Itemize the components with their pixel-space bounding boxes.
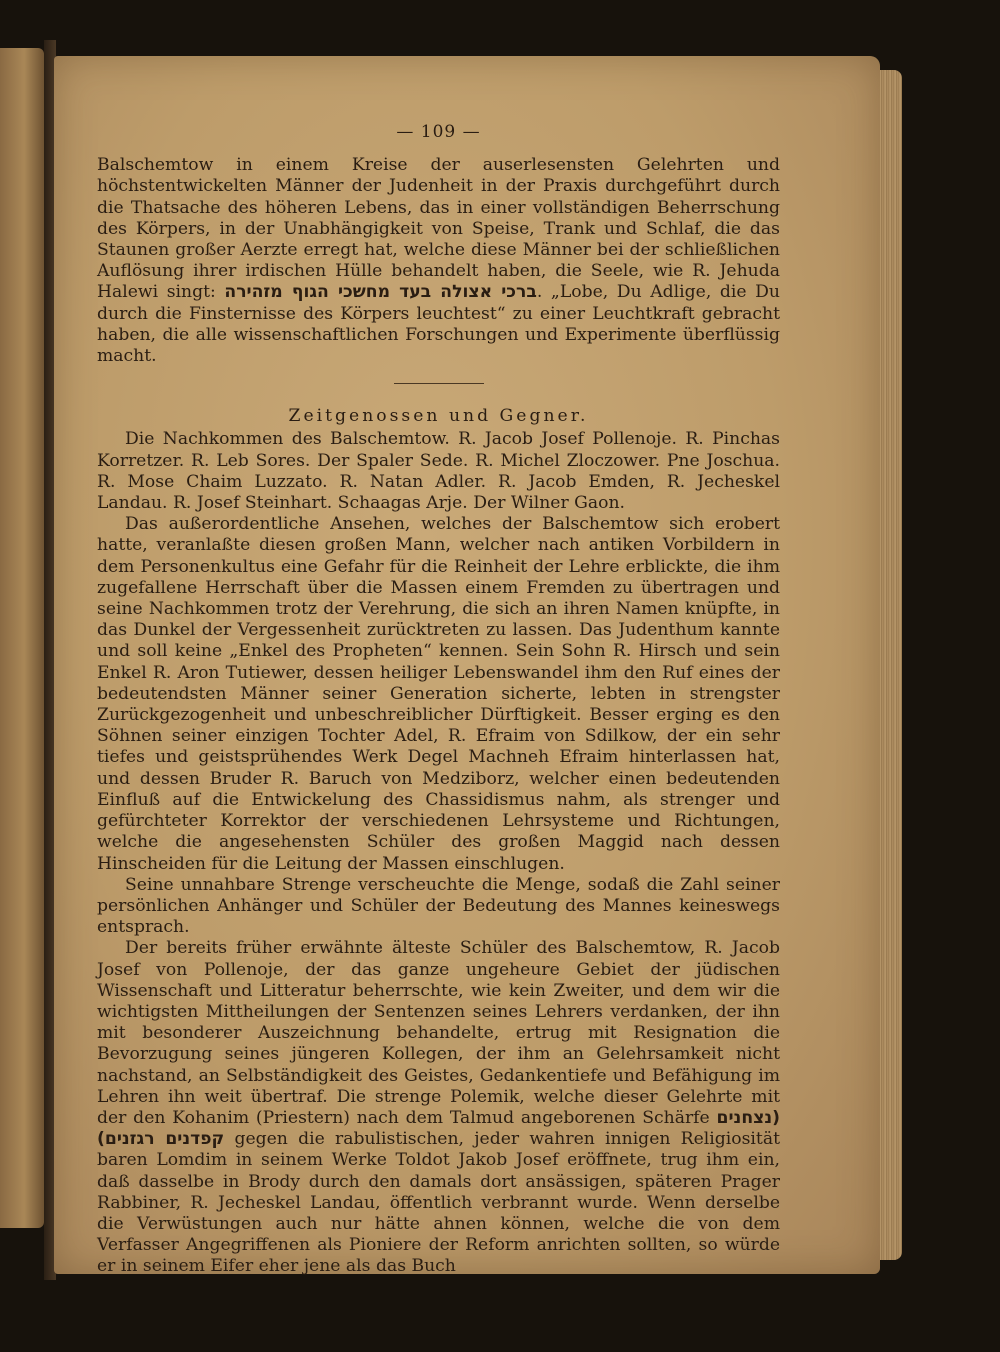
- hebrew-phrase: (נצחנים קפדנים רגזנים): [97, 1107, 780, 1150]
- paragraph-pollenoje-text: Der bereits früher erwähnte älteste Schüler des Balschemtow, R. Jacob Josef von Pollenoje, der das ganze ungeheure Gebiet der jüdischen Wissenschaft und Litteratur beherrschte, wie kein Zweiter, und dem wir die wichtigsten Mittheilungen der Sentenzen seines Lehrers verdanken, der ihn mit besonderer Auszeichnung behandelte, ertrug mit Resignation die Bevorzugung seines jüngeren Kollegen, der ihm an Gelehrsamkeit nicht nachstand, an Selbständigkeit des Geistes, Gedankentiefe und Befähigung im Lehren ihn weit übertraf. Die strenge Polemik, welche dieser Gelehrte mit der den Kohanim (Priestern) nach dem Talmud angeborenen Schärfe: [97, 938, 780, 1128]
- section-heading: Zeitgenossen und Gegner.: [288, 406, 589, 427]
- paragraph-intro-text: Balschemtow in einem Kreise der auserlesensten Gelehrten und höchstentwickelten Männer der Judenheit in der Praxis durchgeführt durch die Thatsache des höheren Lebens, das in einer vollständigen Beherrschung des Körpers, in der Unabhängigkeit von Speise, Trank und Schlaf, die das Staunen großer Aerzte erregt hat, welche diese Männer bei der schließlichen Auflösung ihrer irdischen Hülle behandelt haben, die Seele, wie R. Jehuda Halewi singt:: [97, 155, 780, 303]
- paragraph-intro-text-cont: . „Lobe, Du Adlige, die Du durch die Finsternisse des Körpers leuchtest“ zu einer Leuchtkraft gebracht haben, die alle wissenschaftlichen Forschungen und Experimente überflüssig macht.: [97, 282, 780, 367]
- section-summary: Die Nachkommen des Balschemtow. R. Jacob Josef Pollenoje. R. Pinchas Korretzer. R. Leb Sores. Der Spaler Sede. R. Michel Zloczower. Pne Joschua. R. Mose Chaim Luzzato. R. Natan Adler. R. Jacob Emden, R. Jecheskel Landau. R. Josef Steinhart. Schaagas Arje. Der Wilner Gaon.: [97, 429, 780, 514]
- page-text: [97, 122, 780, 1278]
- paragraph-pollenoje-text-cont: gegen die rabulistischen, jeder wahren innigen Religiosität baren Lomdim in seinem Werke Toldot Jakob Josef eröffnete, trug ihm ein, daß dasselbe in Brody durch den damals dort ansässigen, späteren Prager Rabbiner, R. Jecheskel Landau, öffentlich verbrannt wurde. Wenn derselbe die Verwüstungen auch nur hätte ahnen können, welche die von dem Verfasser Angegriffenen als Pioniere der Reform anrichten sollten, so würde er in seinem Eifer eher jene als das Buch: [97, 1129, 780, 1277]
- paragraph-pollenoje: [97, 938, 780, 1277]
- previous-page-edge: [0, 48, 44, 1228]
- paragraph-descendants: Das außerordentliche Ansehen, welches der Balschemtow sich erobert hatte, veranlaßte diesen großen Mann, welcher nach antiken Vorbildern in dem Personenkultus eine Gefahr für die Reinheit der Lehre erblickte, die ihm zugefallene Herrschaft über die Massen einem Fremden zu übertragen und seine Nachkommen trotz der Verehrung, die sich an ihren Namen knüpfte, in das Dunkel der Vergessenheit zurücktreten zu lassen. Das Judenthum kannte und soll keine „Enkel des Propheten“ kennen. Sein Sohn R. Hirsch und sein Enkel R. Aron Tutiewer, dessen heiliger Lebenswandel ihm den Ruf eines der bedeutendsten Männer seiner Generation sicherte, lebten in strengster Zurückgezogenheit und unbeschreiblicher Dürftigkeit. Besser erging es den Söhnen seiner einzigen Tochter Adel, R. Efraim von Sdilkow, der ein sehr tiefes und geistsprühendes Werk Degel Machneh Efraim hinterlassen hat, und dessen Bruder R. Baruch von Medziborz, welcher einen bedeutenden Einfluß auf die Entwickelung des Chassidismus nahm, als strenger und gefürchteter Korrektor der verschiedenen Lehrsysteme und Richtungen, welche die angesehensten Schüler des großen Maggid nach dessen Hinscheiden für die Leitung der Massen einschlugen.: [97, 514, 780, 874]
- paragraph-strictness: Seine unnahbare Strenge verscheuchte die Menge, sodaß die Zahl seiner persönlichen Anhänger und Schüler der Bedeutung des Mannes keineswegs entsprach.: [97, 874, 780, 938]
- hebrew-quote: ברכי אצולה בעד מחשכי הגוף מזהירה: [224, 282, 537, 303]
- section-divider: [394, 383, 484, 384]
- paragraph-intro: [97, 155, 780, 367]
- page-number: — 109 —: [396, 122, 481, 142]
